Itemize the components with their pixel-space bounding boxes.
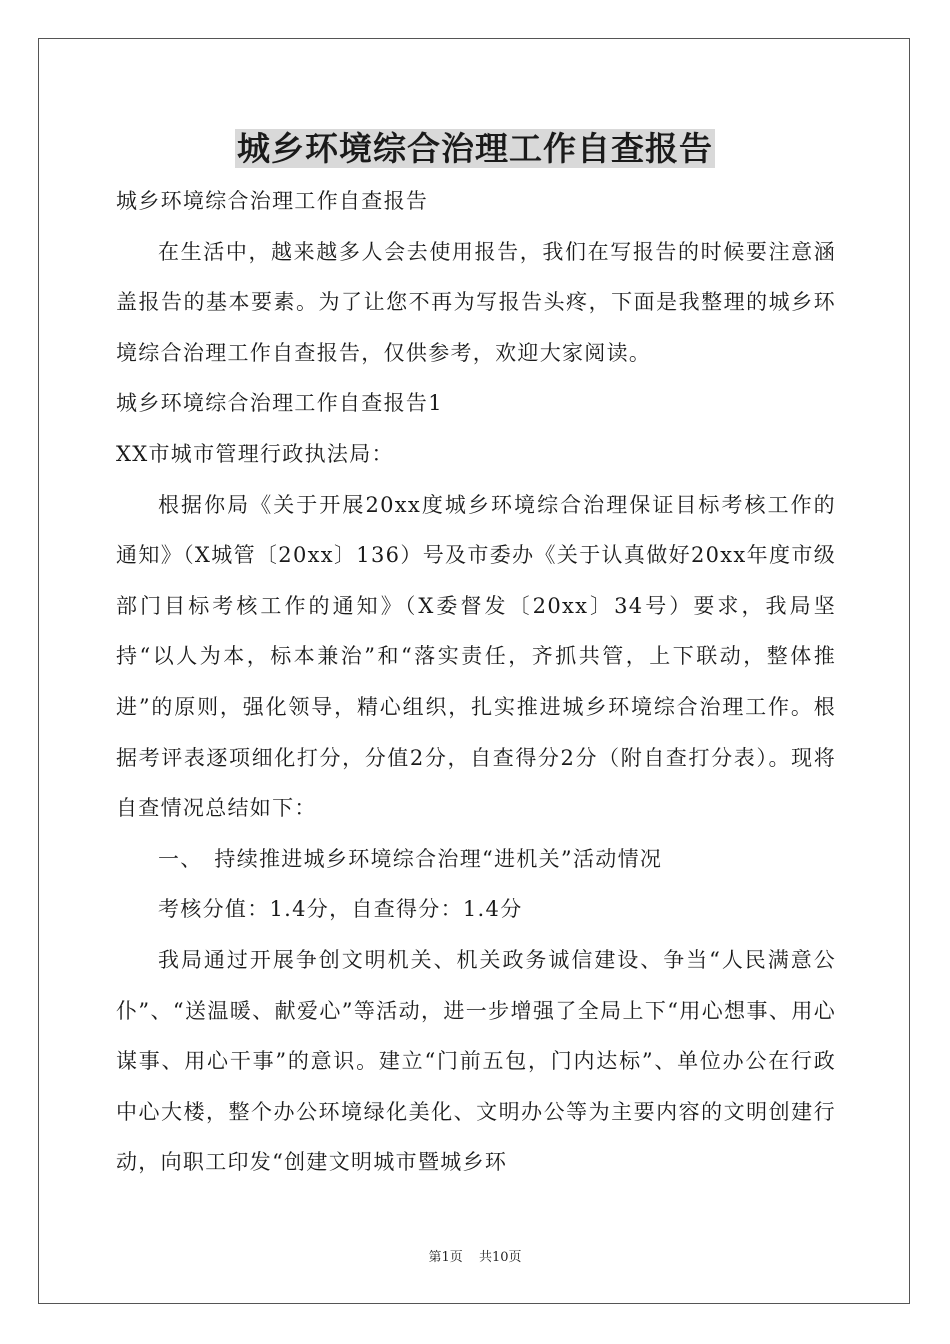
intro-paragraph: 在生活中，越来越多人会去使用报告，我们在写报告的时候要注意涵盖报告的基本要素。为了让您不再为写报告头疼，下面是我整理的城乡环境综合治理工作自查报告，仅供参考，欢迎大家阅读。 xyxy=(116,239,836,365)
section-title: 城乡环境综合治理工作自查报告1 xyxy=(116,391,443,416)
subtitle: 城乡环境综合治理工作自查报告 xyxy=(116,189,429,213)
page-footer xyxy=(0,1246,950,1265)
paragraph-2: 我局通过开展争创文明机关、机关政务诚信建设、争当“人民满意公仆”、“送温暖、献爱心”等活动，进一步增强了全局上下“用心想事、用心谋事、用心干事”的意识。建立“门前五包，门内达标”、单位办公在行政中心大楼，整个办公环境绿化美化、文明办公等为主要内容的文明创建行动，向职工印发“创建文明城市暨城乡环 xyxy=(116,947,836,1175)
page-number: 第1页 xyxy=(428,1250,463,1265)
document-title: 城乡环境综合治理工作自查报告 xyxy=(237,129,713,168)
recipient-line: XX市城市管理行政执法局： xyxy=(116,441,394,466)
document-body xyxy=(116,176,836,1188)
paragraph-1: 根据你局《关于开展20xx度城乡环境综合治理保证目标考核工作的通知》（X城管〔20xx〕136）号及市委办《关于认真做好20xx年度市级部门目标考核工作的通知》（X委督发〔20xx〕34号）要求，我局坚持“以人为本，标本兼治”和“落实责任，齐抓共管，上下联动，整体推进”的原则，强化领导，精心组织，扎实推进城乡环境综合治理工作。根据考评表逐项细化打分，分值2分，自查得分2分（附自查打分表）。现将自查情况总结如下： xyxy=(116,492,836,821)
page-total: 共10页 xyxy=(478,1250,522,1265)
score-line: 考核分值：1.4分，自查得分：1.4分 xyxy=(158,897,523,922)
heading-1: 一、 持续推进城乡环境综合治理“进机关”活动情况 xyxy=(158,846,663,871)
